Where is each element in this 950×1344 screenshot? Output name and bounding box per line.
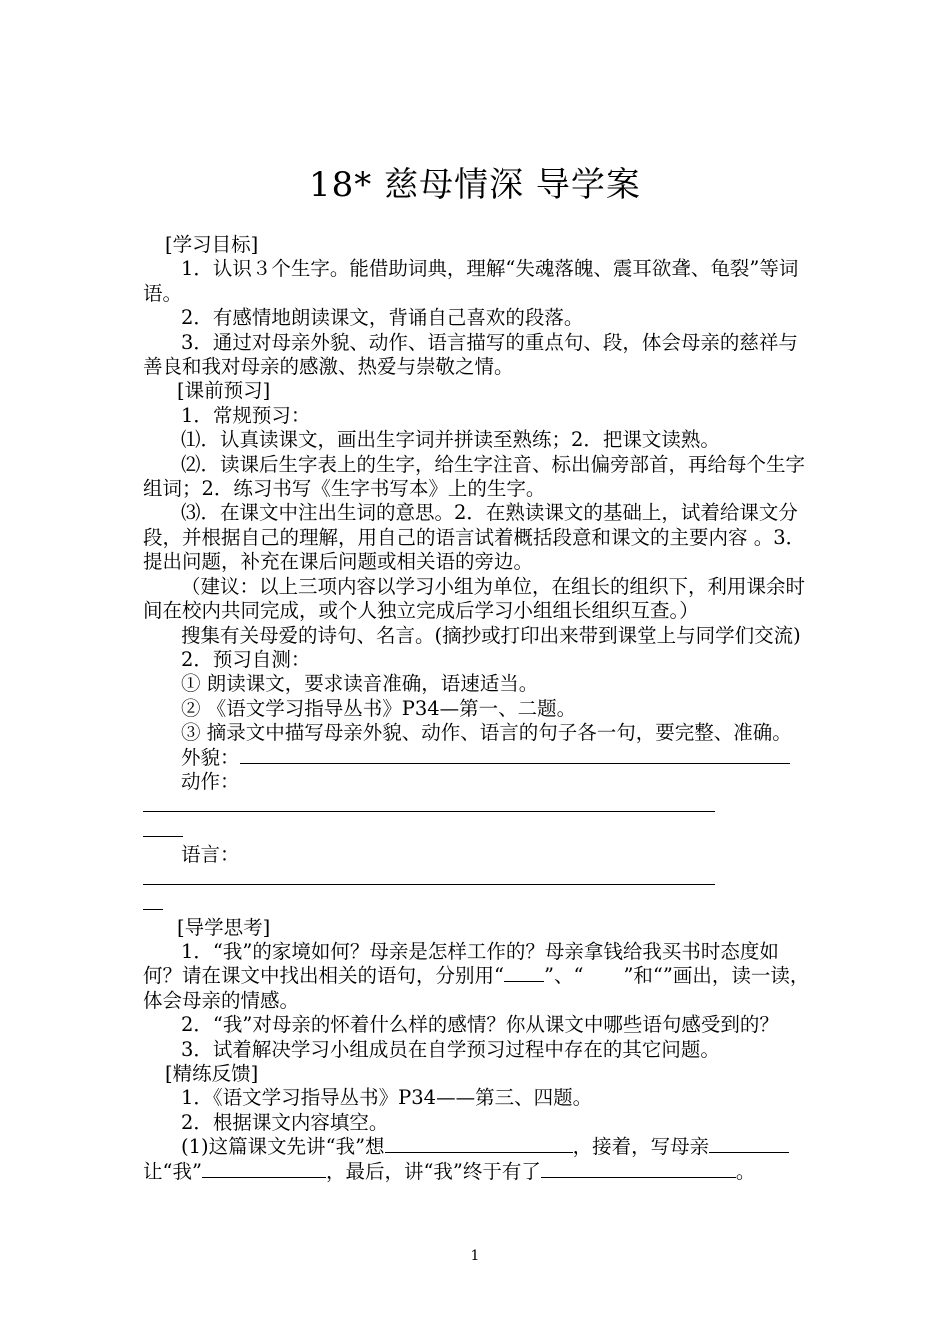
action-blank-end[interactable] xyxy=(143,819,183,837)
goal-item: 2．有感情地朗读课文，背诵自己喜欢的段落。 xyxy=(181,306,584,330)
fill-text-e: 。 xyxy=(735,1159,756,1183)
speech-blank-end[interactable] xyxy=(143,892,163,910)
action-label: 动作： xyxy=(181,769,240,793)
q1-blank-1 xyxy=(504,964,544,982)
routine-item: ⑴．认真读课文，画出生字词并拼读至熟练；2．把课文读熟。 xyxy=(181,428,720,452)
thinking-question-2: 2．“我”对母亲的怀着什么样的感情？你从课文中哪些语句感受到的？ xyxy=(181,1013,779,1037)
fill-blank-4-end[interactable] xyxy=(726,1160,736,1178)
fill-blank-2[interactable] xyxy=(709,1135,759,1153)
speech-label: 语言： xyxy=(181,842,240,866)
fill-text-d: ，最后，讲“我”终于有了 xyxy=(325,1159,541,1183)
selftest-title: 2．预习自测： xyxy=(181,647,311,671)
q1-text-b: ”、“ xyxy=(543,964,584,988)
routine-item: ⑶．在课文中注出生词的意思。2．在熟读课文的基础上，试着给课文分段，并根据自己的理解，用自己的语言试着概括段意和课文的主要内容 。3．提出问题，补充在课后问题或相关语的旁边。 xyxy=(143,501,806,574)
practice-item-1: 1．《语文学习指导丛书》P34——第三、四题。 xyxy=(181,1086,593,1110)
appearance-line xyxy=(143,746,810,770)
action-line-continued xyxy=(143,819,810,843)
speech-blank[interactable] xyxy=(143,867,715,885)
thinking-question-1 xyxy=(143,940,810,1013)
fill-blank-1[interactable] xyxy=(385,1135,573,1153)
thinking-question-3: 3．试着解决学习小组成员在自学预习过程中存在的其它问题。 xyxy=(181,1037,720,1061)
fill-blank-3[interactable] xyxy=(202,1160,326,1178)
selftest-item: ② 《语文学习指导丛书》P34—第一、二题。 xyxy=(181,696,577,720)
section-heading-preview: [课前预习] xyxy=(177,379,271,403)
fill-in-question xyxy=(143,1135,810,1184)
routine-item: ⑵．读课后生字表上的生字，给生字注音、标出偏旁部首，再给每个生字组词；2．练习书写《生字书写本》上的生字。 xyxy=(143,452,806,501)
section-heading-practice: [精练反馈] xyxy=(165,1062,259,1085)
action-line xyxy=(143,770,810,819)
speech-line xyxy=(143,843,810,892)
goal-item: 3．通过对母亲外貌、动作、语言描写的重点句、段，体会母亲的慈祥与善良和我对母亲的感激、热爱与崇敬之情。 xyxy=(143,330,798,379)
suggestion-text: （建议：以上三项内容以学习小组为单位，在组长的组织下，利用课余时间在校内共同完成，或个人独立完成后学习小组组长组织互查。） xyxy=(143,574,806,623)
practice-item-2: 2．根据课文内容填空。 xyxy=(181,1110,389,1134)
appearance-label: 外貌： xyxy=(181,745,240,769)
fill-text-a: (1)这篇课文先讲“我”想 xyxy=(181,1135,385,1159)
page-number: 1 xyxy=(470,1248,480,1264)
appearance-blank[interactable] xyxy=(240,746,790,764)
q1-text-a: 1．“我”的家境如何？母亲是怎样工作的？母亲拿钱给我买书时态度如何？请在课文中找出相关的语句，分别用“ xyxy=(143,939,779,988)
document-body xyxy=(143,233,810,1184)
action-blank[interactable] xyxy=(143,794,715,812)
selftest-item: ① 朗读课文，要求读音准确，语速适当。 xyxy=(181,672,539,696)
q1-text-c: ”和“ xyxy=(623,964,663,988)
routine-preview-title: 1．常规预习： xyxy=(181,403,311,427)
page-title: 18* 慈母情深 导学案 xyxy=(309,165,641,205)
section-heading-goals: [学习目标] xyxy=(165,233,259,256)
goal-item: 1．认识３个生字。能借助词典，理解“失魂落魄、震耳欲聋、龟裂”等词语。 xyxy=(143,257,799,305)
q1-text-d: ”画出，读一读，体会母亲的情感。 xyxy=(143,964,810,1012)
fill-blank-4[interactable] xyxy=(541,1160,726,1178)
section-heading-thinking: [导学思考] xyxy=(177,915,271,939)
speech-line-continued xyxy=(143,892,810,916)
fill-text-c: 让“我” xyxy=(143,1159,202,1183)
fill-blank-2-cont[interactable] xyxy=(759,1135,789,1153)
fill-text-b: ，接着，写母亲 xyxy=(572,1135,710,1159)
collect-text: 搜集有关母爱的诗句、名言。(摘抄或打印出来带到课堂上与同学们交流) xyxy=(181,623,801,647)
selftest-item: ③ 摘录文中描写母亲外貌、动作、语言的句子各一句，要完整、准确。 xyxy=(181,721,792,745)
